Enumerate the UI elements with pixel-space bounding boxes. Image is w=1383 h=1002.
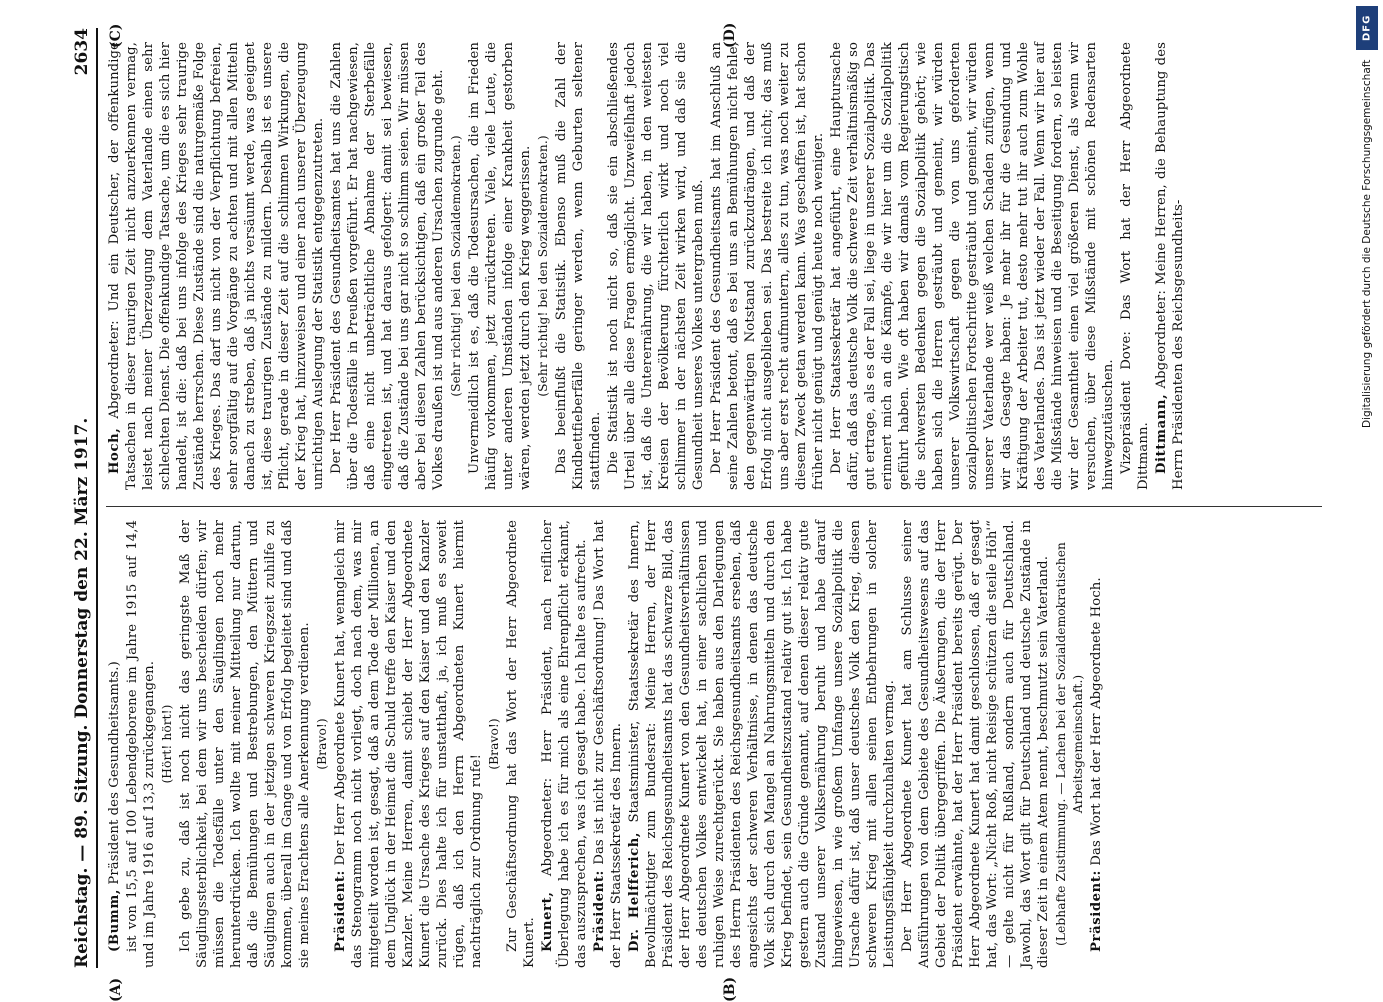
paragraph-text: Der Herr Präsident des Gesundheitsamts hat im Anschluß an seine Zahlen betont, daß es bei uns an Bemühungen nicht fehle, den gegenwärtigen Notstand zurückzudrängen, und daß der Erfolg nicht ausgeblieben sei. Das bestreite ich nicht; das muß uns aber erst recht aufmuntern, alles zu tun, was noch weiter zu diesem Zweck getan werden kann. Was geschaffen ist, hat schon früher nicht genügt und genügt heute noch weniger. (709, 42, 826, 490)
paragraph (828, 42, 1117, 490)
paragraph (535, 42, 552, 490)
speaker-name: Präsident: (1089, 869, 1104, 952)
paragraph (332, 520, 485, 968)
paragraph (106, 42, 327, 490)
speaker-name: (Bumm, (107, 888, 122, 952)
right-column (106, 42, 1188, 490)
paragraph-text: Staatsminister, Staatssekretär des Innern, Bevollmächtigter zum Bundesrat: Meine Herren, der Herr Präsident des Reichsgesundheitsamts hat das schwarze Bild, das der Herr Abgeordnete Kunert von den Gesundheitsverhältnissen des deutschen Volkes entwickelt hat, in einer sachlichen und ruhigen Weise zurechtgerückt. Sie haben aus den Darlegungen des Herrn Präsidenten des Reichsgesundheitsamts ersehen, daß angesichts der schweren Verhältnisse, in denen das deutsche Volk sich durch den Mangel an Nahrungsmitteln und durch den Krieg befindet, sein Gesundheitszustand relativ gut ist. Ich habe gestern auch die Gründe genannt, auf denen dieser relativ gute Zustand unserer Volksernährung beruht und habe darauf hingewiesen, in wie großem Umfange unsere Sozialpolitik die Ursache dafür ist, daß unser deutsches Volk den Krieg, diesen schweren Krieg mit allen seinen Entbehrungen in solcher Leistungsfähigkeit durchzuhalten vermag. (627, 520, 897, 968)
paragraph (106, 520, 123, 968)
paragraph-text: (Hört! hört!) (160, 704, 174, 784)
paragraph-text: Präsident des Gesundheitsamts.) (107, 661, 122, 885)
digitization-sidebar (1354, 0, 1380, 1000)
speaker-name: Präsident: (333, 869, 348, 952)
dfg-logo: DFG (1356, 6, 1378, 50)
paragraph (314, 520, 331, 968)
paragraph-text: Das beeinflußt die Statistik. Ebenso muß die Zahl der Kindbettfieberfälle geringer werden, wenn Geburten seltener stattfinden. (554, 42, 603, 490)
rotated-page (62, 22, 1332, 1002)
paragraph (899, 520, 1052, 968)
paragraph (708, 42, 827, 490)
paragraph (448, 42, 465, 490)
margin-marker-d: (D) (722, 22, 738, 48)
paragraph-text: Das ist nicht zur Geschäftsordnung! Das Wort hat der Herr Staatssekretär des Innern. (592, 520, 624, 968)
paragraph (504, 520, 538, 968)
paragraph-text: ist von 15,5 auf 100 Lebendgeborene im Jahre 1915 auf 14,4 und im Jahre 1916 auf 13,3 zurückgegangen. (125, 520, 157, 968)
paragraph-text: Der Herr Abgeordnete Kunert hat, wenngleich mir das Stenogramm noch nicht vorliegt, doch nach dem, was mir mitgeteilt worden ist, gesagt, daß an dem Tode der Millionen, an dem Unglück in der Heimat die Schuld treffe den Kaiser und den Kanzler. Meine Herren, damit schiebt der Herr Abgeordnete Kunert die Ursache des Krieges auf den Kaiser und den Kanzler zurück. Dies halte ich für unstatthaft, ja, ich muß es soweit rügen, daß ich den Herrn Abgeordneten Kunert hiermit nachträglich zur Ordnung rufe! (333, 519, 484, 968)
speaker-name: Hoch, (107, 427, 122, 474)
paragraph (539, 520, 590, 968)
paragraph (1053, 520, 1087, 968)
paragraph (605, 42, 707, 490)
left-column (106, 520, 1106, 968)
digitization-credit: Digitalisierung gefördert durch die Deutsche Forschungsgemeinschaft (1361, 60, 1373, 429)
paragraph-text: (Lebhafte Zustimmung. — Lachen bei der Sozialdemokratischen Arbeitsgemeinschaft.) (1054, 542, 1085, 946)
paragraph-text: (Bravo!) (487, 718, 501, 770)
speaker-name: Kunert, (540, 891, 555, 952)
speaker-name: Präsident: (592, 869, 607, 952)
paragraph-text: (Bravo!) (315, 718, 329, 770)
paragraph (124, 520, 158, 968)
paragraph (328, 42, 447, 490)
paragraph (626, 520, 898, 968)
paragraph (553, 42, 604, 490)
paragraph-text: Der Herr Abgeordnete Kunert hat am Schlusse seiner Ausführungen von dem Gebiete des Gesundheitswesens auf das Gebiet der Politik übergegriffen. Die Äußerungen, die der Herr Präsident erwähnte, hat der Herr Präsident bereits gerügt. Der Herr Abgeordnete Kunert hat damit geschlossen, daß er gesagt hat, das Wort: „Nicht Roß, nicht Reisige schützen die steile Höh'“ — gelte nicht für Rußland, sondern auch für Deutschland. Jawohl, das Wort gilt für Deutschland und deutsche Zustände in dieser Zeit in einem Atem nennt, beschmutzt sein Vaterland. (900, 520, 1051, 968)
column-divider (106, 506, 1322, 507)
paragraph-text: Zur Geschäftsordnung hat das Wort der Herr Abgeordnete Kunert. (505, 520, 537, 968)
paragraph-text: Vizepräsident Dove: Das Wort hat der Herr Abgeordnete Dittmann. (1119, 42, 1151, 490)
paragraph-text: Abgeordneter: Meine Herren, die Behauptung des Herrn Präsidenten des Reichsgesundheits- (1154, 41, 1186, 490)
page-number: 2634 (72, 28, 92, 76)
paragraph (1153, 42, 1187, 490)
paragraph (1088, 520, 1105, 968)
margin-marker-a: (A) (108, 977, 124, 1002)
paragraph (486, 520, 503, 968)
paragraph (591, 520, 625, 968)
page-title: Reichstag. — 89. Sitzung. Donnerstag den 22. März 1917. (72, 417, 92, 968)
paragraph-text: Abgeordneter: Herr Präsident, nach reiflicher Überlegung habe ich es für mich als eine Ehrenpflicht erkannt, das auszusprechen, was ich gesagt habe. Ich halte es aufrecht. (540, 520, 589, 968)
paragraph (177, 520, 313, 968)
paragraph-text: Unvermeidlich ist es, daß die Todesursachen, die im Frieden häufig vorkommen, jetzt zurücktreten. Viele, viele Leute, die unter anderen Umständen infolge einer Krankheit gestorben wären, werden jetzt durch den Krieg weggerissen. (467, 42, 533, 490)
paragraph-text: Die Statistik ist noch nicht so, daß sie ein abschließendes Urteil über alle diese Fragen ermöglicht. Unzweifelhaft jedoch ist, daß die Unterernährung, die wir haben, in den weitesten Kreisen der Bevölkerung fürchterlich wirkt und noch viel schlimmer in der nächsten Zeit wirken wird, und daß sie die Gesundheit unseres Volkes untergraben muß. (606, 42, 706, 490)
paragraph-text: Das Wort hat der Herr Abgeordnete Hoch. (1089, 577, 1104, 866)
paragraph-text: (Sehr richtig! bei den Sozialdemokraten.) (449, 135, 463, 397)
margin-marker-b: (B) (722, 976, 738, 1002)
paragraph (466, 42, 534, 490)
page-header (62, 28, 98, 968)
paragraph-text: (Sehr richtig! bei den Sozialdemokraten.) (536, 135, 550, 397)
paragraph-text: Abgeordneter: Und ein Deutscher, der offenkundige Tatsachen in dieser traurigen Zeit nicht anzuerkennen vermag, leistet nach meiner Überzeugung dem Vaterlande einen sehr schlechten Dienst. Die offenkundige Tatsache, um die es sich hier handelt, ist die: daß bei uns infolge des Krieges sehr traurige Zustände herrschen. Diese Zustände sind die naturgemäße Folge des Krieges. Das darf uns nicht von der Verpflichtung befreien, sehr sorgfältig auf die Vorgänge zu achten und mit allen Mitteln danach zu streben, daß ja nichts versäumt werde, was geeignet ist, diese traurigen Zustände zu mildern. Deshalb ist es unsere Pflicht, gerade in dieser Zeit auf die schlimmen Wirkungen, die der Krieg hat, hinzuweisen und einer nach unserer Überzeugung unrichtigen Auslegung der Statistik entgegenzutreten. (107, 42, 326, 490)
paragraph (1118, 42, 1152, 490)
paragraph-text: Der Herr Staatssekretär hat angeführt, eine Hauptursache dafür, daß das deutsche Volk die schwere Zeit verhältnismäßig so gut ertrage, als es der Fall sei, liege in unserer Sozialpolitik. Das erinnert mich an die Kämpfe, die wir hier um die Sozialpolitik geführt haben. Wie oft haben wir damals vom Regierungstisch die schwersten Bedenken gegen die Sozialpolitik gehört; wie haben sich die Herren gesträubt und gemeint, wir würden unserer Volkswirtschaft gegen die von uns geforderten sozialpolitischen Fortschritte gesträubt und gemeint, wir würden unserer Vaterlande wer weiß welchen Schaden zufügen, wenn wir das Gesagte haben: Je mehr ihr für die Gesundung und Kräftigung der Arbeiter tut, desto mehr tut ihr auch zum Wohle des Vaterlandes. Das ist jetzt wieder der Fall. Wenn wir hier auf die Mißstände hinweisen und die Beseitigung fordern, so leisten wir der Gesamtheit einen viel größeren Dienst, als wenn wir versuchen, über diese Mißstände mit schönen Redensarten hinwegzutäuschen. (829, 42, 1116, 490)
paragraph (159, 520, 176, 968)
margin-marker-c: (C) (108, 23, 124, 48)
speaker-name: Dr. Helfferich, (627, 831, 642, 952)
paragraph-text: Der Herr Präsident des Gesundheitsamtes hat uns die Zahlen über die Todesfälle in Preußen vorgeführt. Er hat nachgewiesen, daß eine nicht unbeträchtliche Abnahme der Sterbefälle eingetreten ist, und hat daraus gefolgert: damit sei bewiesen, daß die Zustände bei uns gar nicht so schlimm seien. Wir müssen aber bei diesen Zahlen berücksichtigen, daß ein großer Teil des Volkes draußen ist und aus anderen Ursachen zugrunde geht. (329, 42, 446, 490)
speaker-name: Dittmann, (1154, 393, 1169, 474)
paragraph-text: Ich gebe zu, daß ist noch nicht das geringste Maß der Säuglingssterblichkeit, bei dem wir uns bescheiden dürfen; wir müssen die Todesfälle unter den Säuglingen noch mehr herunterdrücken. Ich wollte mit meiner Mitteilung nur dartun, daß die Bemühungen und Bestrebungen, den Müttern und Säuglingen auch in der jetzigen schweren Kriegszeit zuhilfe zu kommen, überall im Gange und von Erfolg begleitet sind und daß sie meines Erachtens alle Anerkennung verdienen. (178, 520, 312, 968)
